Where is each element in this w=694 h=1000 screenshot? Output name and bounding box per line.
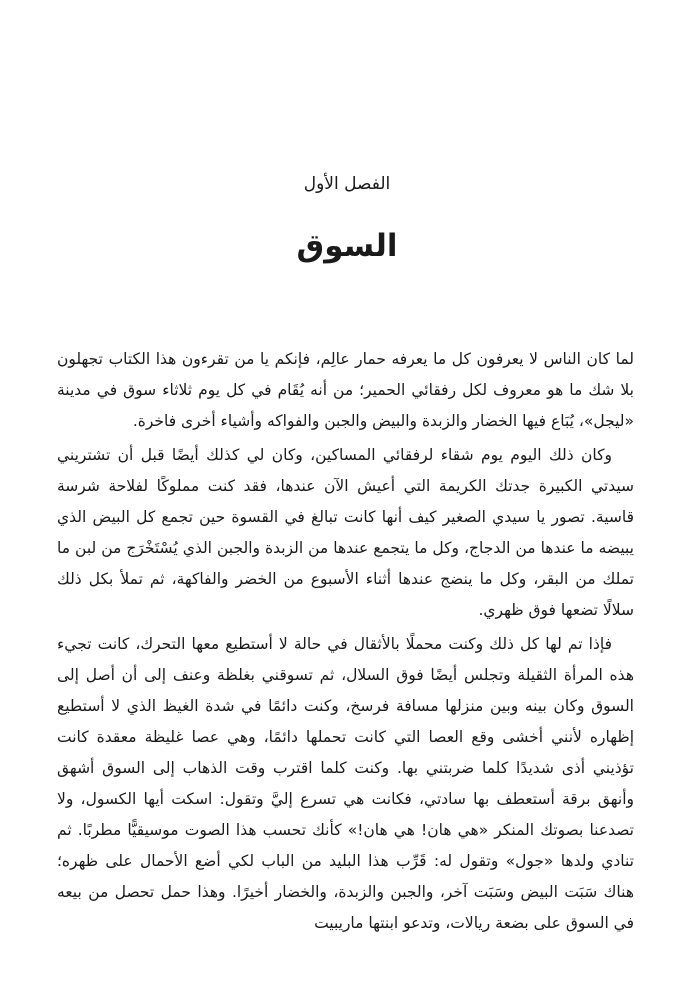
paragraph: لما كان الناس لا يعرفون كل ما يعرفه حمار عالِم، فإنكم يا من تقرءون هذا الكتاب تجهلون بلا شك ما هو معروف لكل رفقائي الحمير؛ من أنه يُقَام في كل يوم ثلاثاء سوق في مدينة «ليجل»، يُبَاع فيها الخضار والزبدة والبيض والجبن والفواكه وأشياء أخرى فاخرة. <box>57 350 634 430</box>
paragraph: وكان ذلك اليوم يوم شقاء لرفقائي المساكين، وكان لي كذلك أيضًا قبل أن تشتريني سيدتي الكبيرة جدتك الكريمة التي أعيش الآن عندها، فقد كنت مملوكًا لفلاحة شرسة قاسية. تصور يا سيدي الصغير كيف أنها كانت تبالغ في القسوة حين تجمع كل البيض الذي يبيضه ما عندها من الدجاج، وكل ما يتجمع عندها من الزبدة والجبن الذي يُسْتَخْرَج من لبن ما تملك من البقر، وكل ما ينضج عندها أثناء الأسبوع من الخضر والفاكهة، ثم تملأ بكل ذلك سلالًا تضعها فوق ظهري. <box>57 446 634 619</box>
chapter-label: الفصل الأول <box>303 174 391 194</box>
paragraph: فإذا تم لها كل ذلك وكنت محملًا بالأثقال في حالة لا أستطيع معها التحرك، كانت تجيء هذه المرأة الثقيلة وتجلس أيضًا فوق السلال، ثم تسوقني بغلظة وعنف إلى أن أصل إلى السوق وكان بينه وبين منزلها مسافة فرسخ، وكنت دائمًا في شدة الغيظ الذي لا أستطيع إظهاره لأنني أخشى وقع العصا التي كانت تحملها دائمًا، وهي عصا غليظة معقدة كانت تؤذيني أذى شديدًا كلما ضربتني بها. وكنت كلما اقترب وقت الذهاب إلى السوق أشهق وأنهق برقة أستعطف بها سادتي، فكانت هي تسرع إليَّ وتقول: اسكت أيها الكسول، ولا تصدعنا بصوتك المنكر «هي هان! هي هان!» كأنك تحسب هذا الصوت موسيقيًّا مطربًا. ثم تنادي ولدها «جول» وتقول له: قَرِّب هذا البليد من الباب لكي أضع الأحمال على ظهره؛ هناك سَبَت البيض وسَبَت آخر، والجبن والزبدة، والخضار أخيرًا. وهذا حمل تحصل من بيعه في السوق على بضعة ريالات، وتدعو ابنتها ماريبيت <box>57 635 634 932</box>
chapter-title: السوق <box>296 228 398 264</box>
chapter-body <box>57 344 634 939</box>
